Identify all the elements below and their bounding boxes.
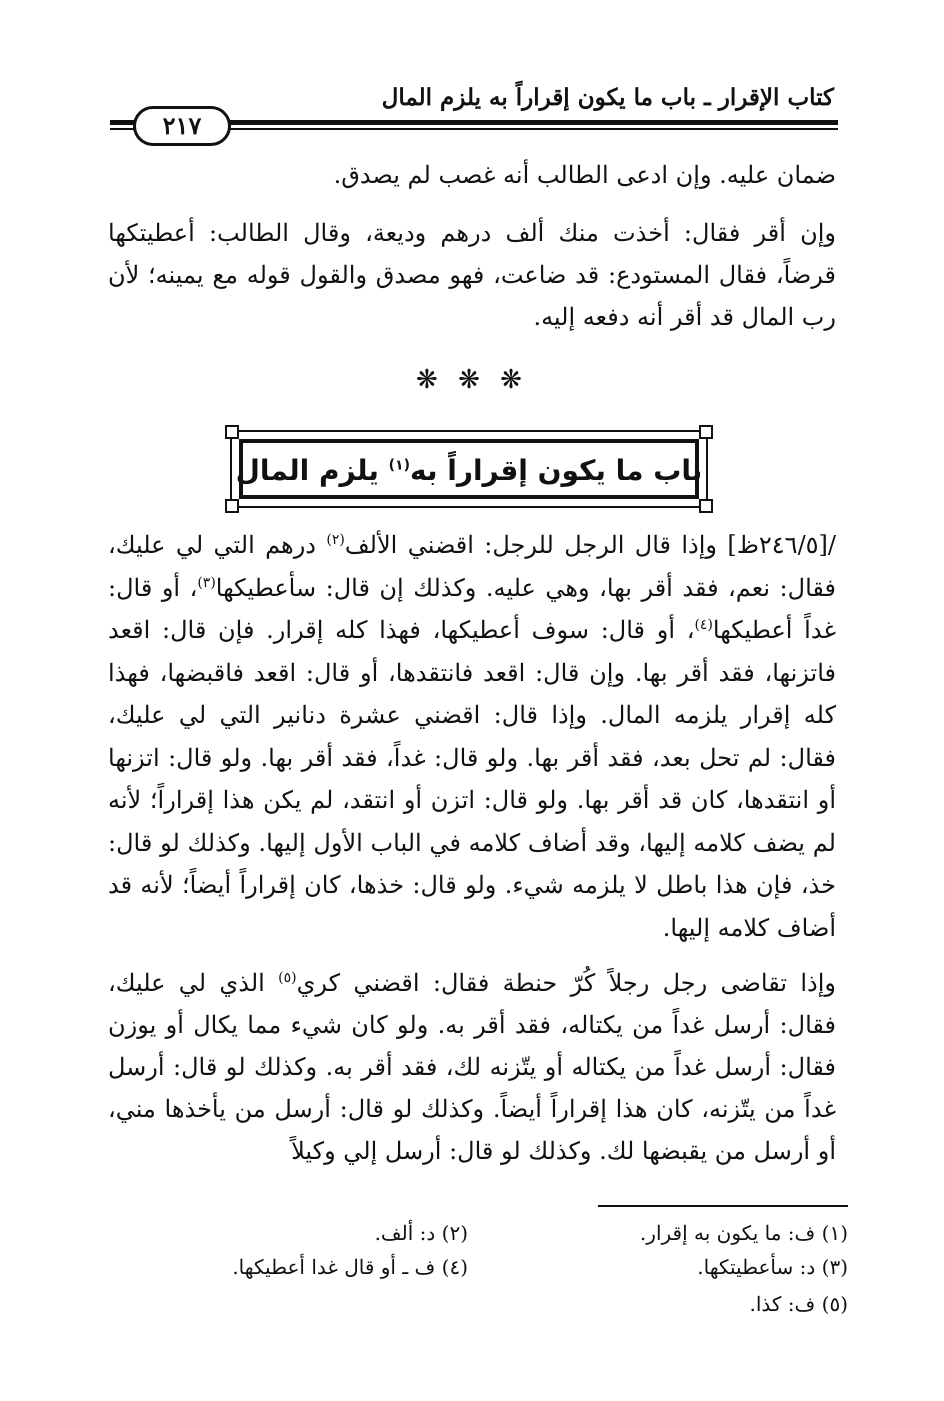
section-ornament: ❋ ❋ ❋	[416, 365, 528, 395]
footnote-ref: (٣)	[197, 574, 216, 591]
footnote-ref: (٤)	[694, 617, 713, 633]
paragraph-3-text: ، أو قال: غداً أعطيكها	[108, 573, 836, 644]
footnote-separator	[598, 1205, 848, 1207]
paragraph-2: وإن أقر فقال: أخذت منك ألف درهم وديعة، وقال الطالب: أعطيتكها قرضاً، فقال المستودع: قد ضاعت، فهو مصدق والقول قوله مع يمينه؛ لأن رب المال قد أقر أنه دفعه إليه.	[108, 219, 836, 331]
footnote-2: (٢) د: ألف.	[374, 1221, 468, 1245]
footnote-ref: (٥)	[278, 970, 297, 986]
paragraph-3-text: درهم التي لي عليك، فقال: نعم، فقد أقر بها، وهي عليه. وكذلك إن قال: سأعطيكها	[108, 531, 836, 602]
paragraph-3	[108, 524, 836, 949]
footnote-4: (٤) ف ـ أو قال غدا أعطيكها.	[232, 1255, 468, 1279]
paragraph-4-text: وإذا تقاضى رجل رجلاً كُرّ حنطة فقال: اقضني كري	[296, 969, 836, 997]
footnote-ref: (٢)	[326, 532, 345, 548]
paragraph-4-text: الذي لي عليك، فقال: أرسل غداً من يكتاله، فقد أقر به. ولو كان شيء مما يكال أو يوزن فقال: أرسل غداً من يكتاله أو يتّزنه لك، فقد أقر به. وكذلك لو قال: أرسل غداً من يتّزنه، كان هذا إقراراً أيضاً. وكذلك لو قال: أرسل من يأخذها مني، أو أرسل من يقبضها لك. وكذلك لو قال: أرسل إلي وكيلاً	[108, 969, 836, 1165]
running-title: كتاب الإقرار ـ باب ما يكون إقراراً به يلزم المال	[381, 84, 834, 111]
chapter-title-box	[230, 430, 708, 508]
paragraph-3-text: ، أو قال: سوف أعطيكها، فهذا كله إقرار. فإن قال: اقعد فاتزنها، فقد أقر بها. وإن قال: اقعد فانتقدها، أو قال: اقعد فاقبضها، فهذا كله إقرار يلزمه المال. وإذا قال: اقضني عشرة دنانير التي لي عليك، فقال: لم تحل بعد، فقد أقر بها. ولو قال: غداً، فقد أقر بها. ولو قال: اتزنها أو انتقدها، كان قد أقر بها. ولو قال: اتزن أو انتقد، لم يكن هذا إقراراً؛ لأنه لم يضف كلامه إليها، وقد أضاف كلامه في الباب الأول إليها. وكذلك لو قال: خذ، فإن هذا باطل لا يلزمه شيء. ولو قال: خذها، كان إقراراً أيضاً؛ لأنه قد أضاف كلامه إليها.	[108, 616, 837, 942]
paragraph-4	[108, 962, 836, 1172]
paragraph-1: ضمان عليه. وإن ادعى الطالب أنه غصب لم يصدق.	[333, 161, 836, 189]
footnote-1: (١) ف: ما يكون به إقرار.	[639, 1221, 848, 1245]
paragraph-3-text: /[٢٤٦/٥ظ] وإذا قال الرجل للرجل: اقضني الألف	[344, 531, 836, 559]
footnote-ref: (١)	[388, 457, 410, 474]
page-number: ٢١٧	[133, 106, 231, 146]
chapter-title-part-1: باب ما يكون إقراراً به	[410, 454, 703, 487]
footnote-3: (٣) د: سأعطيتكها.	[697, 1255, 848, 1279]
footnote-5: (٥) ف: كذا.	[749, 1292, 848, 1316]
chapter-title-part-2: يلزم المال	[235, 454, 389, 487]
chapter-title	[232, 432, 706, 506]
